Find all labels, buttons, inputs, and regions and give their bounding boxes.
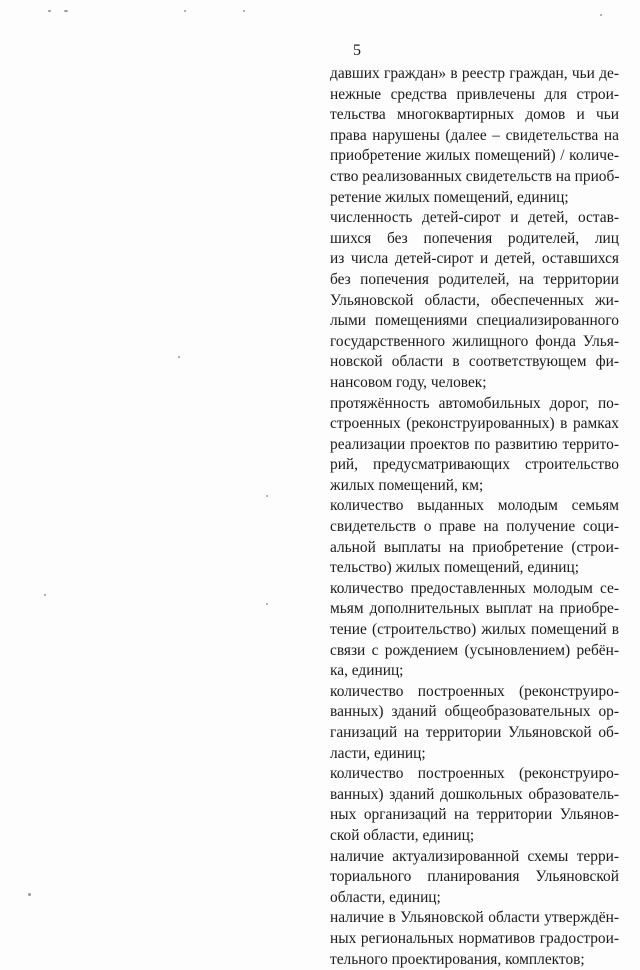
text-line: ретение жилых помещений, единиц; <box>330 188 569 206</box>
paragraph <box>330 208 619 393</box>
text-line: ванных) зданий дошкольных образователь- <box>330 785 619 803</box>
text-line: количество выданных молодым семьям <box>330 497 619 515</box>
text-line: области, единиц; <box>330 888 441 906</box>
text-line: из числа детей-сирот и детей, оставшихся <box>330 250 619 268</box>
text-line: ных организаций на территории Ульянов- <box>330 806 619 824</box>
text-line: ка, единиц; <box>330 662 404 680</box>
text-line: ласти, единиц; <box>330 744 426 762</box>
document-body <box>330 64 619 970</box>
text-line: давших граждан» в реестр граждан, чьи де- <box>330 65 619 82</box>
text-line: приобретение жилых помещений) / количе- <box>330 147 619 165</box>
scan-speck <box>178 356 180 358</box>
text-line: ской области, единиц; <box>330 826 475 844</box>
text-line: государственного жилищного фонда Улья- <box>330 332 619 350</box>
text-line: наличие актуализированной схемы терри- <box>330 847 619 865</box>
scan-speck <box>28 893 31 896</box>
text-line: ториального планирования Ульяновской <box>330 868 619 886</box>
text-line: связи с рождением (усыновлением) ребён- <box>330 641 619 659</box>
scan-speck <box>64 10 68 12</box>
text-line: мьям дополнительных выплат на приобре- <box>330 600 619 618</box>
text-line: лыми помещениями специализированного <box>330 312 619 330</box>
scan-speck <box>266 495 268 497</box>
text-line: количество предоставленных молодым се- <box>330 579 619 597</box>
text-line: тельства многоквартирных домов и чьи <box>330 106 619 124</box>
paragraph <box>330 579 619 682</box>
paragraph <box>330 64 619 208</box>
paragraph <box>330 847 619 909</box>
text-line: нансовом году, человек; <box>330 373 487 391</box>
text-line: нежные средства привлечены для строи- <box>330 85 619 103</box>
scan-speck <box>184 10 186 12</box>
paragraph <box>330 908 619 970</box>
text-line: жилых помещений, км; <box>330 476 484 494</box>
text-line: без попечения родителей, на территории <box>330 270 619 288</box>
text-line: Ульяновской области, обеспеченных жи- <box>330 291 619 309</box>
paragraph <box>330 682 619 764</box>
text-line: права нарушены (далее – свидетельства на <box>330 126 619 144</box>
text-line: наличие в Ульяновской области утверждён- <box>330 909 619 927</box>
text-line: тельного проектирования, комплектов; <box>330 950 585 968</box>
scan-speck <box>243 10 245 12</box>
text-line: шихся без попечения родителей, лиц <box>330 229 619 247</box>
text-line: количество построенных (реконструиро- <box>330 682 619 700</box>
paragraph <box>330 496 619 578</box>
scan-speck <box>44 594 46 596</box>
text-line: реализации проектов по развитию террито- <box>330 435 619 453</box>
scan-speck <box>48 10 51 12</box>
text-line: ванных) зданий общеобразовательных ор- <box>330 703 619 721</box>
text-line: свидетельств о праве на получение соци- <box>330 518 619 536</box>
text-line: строенных (реконструированных) в рамках <box>330 415 619 433</box>
text-line: рий, предусматривающих строительство <box>330 456 619 474</box>
text-line: альной выплаты на приобретение (строи- <box>330 538 619 556</box>
paragraph <box>330 394 619 497</box>
text-line: новской области в соответствующем фи- <box>330 353 619 371</box>
text-line: ных региональных нормативов градострои- <box>330 929 619 947</box>
scan-speck <box>600 14 602 16</box>
scan-speck <box>266 603 268 605</box>
text-line: протяжённость автомобильных дорог, по- <box>330 394 619 412</box>
text-line: тельство) жилых помещений, единиц; <box>330 559 580 577</box>
text-line: ганизаций на территории Ульяновской об- <box>330 724 619 741</box>
text-line: количество построенных (реконструиро- <box>330 765 619 783</box>
text-line: численность детей-сирот и детей, остав- <box>330 209 619 227</box>
text-line: ство реализованных свидетельств на приоб- <box>330 167 620 185</box>
page-number: 5 <box>353 42 361 59</box>
paragraph <box>330 764 619 846</box>
text-line: тение (строительство) жилых помещений в <box>330 621 619 639</box>
